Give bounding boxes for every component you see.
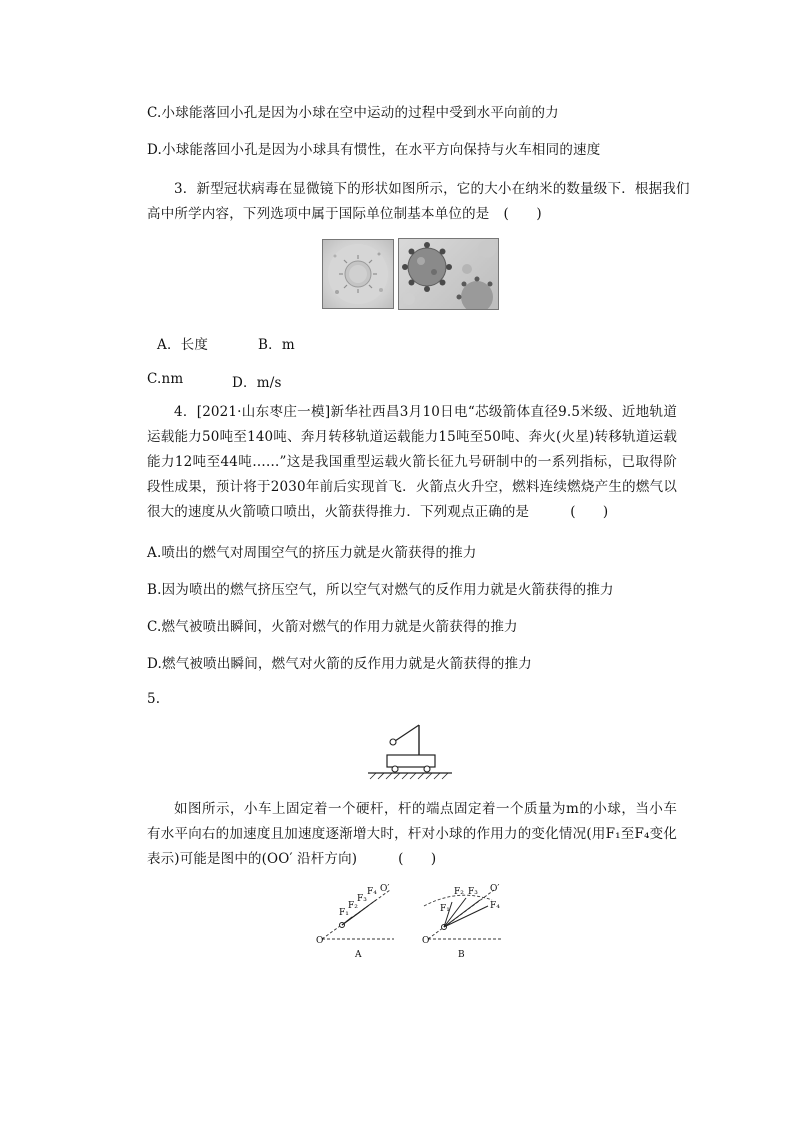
label-f2: F₂ [348,901,358,911]
label-o: O [422,936,430,946]
option-3a: A．长度 [157,337,209,353]
answer-blank: ( ) [570,504,609,520]
option-4b: B.因为喷出的燃气挤压空气，所以空气对燃气的反作用力就是火箭获得的推力 [147,582,614,598]
label-f1: F₁ [339,908,349,918]
question-5-stem [147,797,677,872]
question-5-text: 如图所示，小车上固定着一个硬杆，杆的端点固定着一个质量为m的小球，当小车有水平向右的加速度且加速度逐渐增大时，杆对小球的作用力的变化情况(用F₁至F₄变化表示)可能是图中的(OO′ 沿杆方向) [147,801,677,867]
microscope-image [322,239,394,309]
question-3-line2 [147,202,542,222]
option-2c: C.小球能落回小孔是因为小球在空中运动的过程中受到水平向前的力 [147,105,559,121]
question-3-stem-end: 高中所学内容，下列选项中属于国际单位制基本单位的是 [147,206,490,222]
option-2d: D.小球能落回小孔是因为小球具有惯性，在水平方向保持与火车相同的速度 [147,142,601,158]
label-o-prime: O′ [490,884,500,894]
label-o-prime: O′ [380,884,390,894]
question-3-line1: 3．新型冠状病毒在显微镜下的形状如图所示，它的大小在纳米的数量级下．根据我们 [174,181,690,197]
virus-render-image [398,238,499,310]
option-3c: C.nm [147,371,184,387]
caption-b: B [458,950,465,960]
label-f3: F₃ [468,887,478,897]
option-4d: D.燃气被喷出瞬间，燃气对火箭的反作用力就是火箭获得的推力 [147,656,532,672]
cart-rod-diagram [364,721,456,781]
answer-blank: ( ) [503,206,542,222]
label-f4: F₄ [367,887,377,897]
caption-a: A [355,950,362,960]
force-diagram-a [314,884,404,964]
answer-blank: ( ) [398,851,437,867]
option-3b: B．m [258,337,295,353]
question-4-text: 4．[2021·山东枣庄一模]新华社西昌3月10日电“芯级箭体直径9.5米级、近地轨道运载能力50吨至140吨、奔月转移轨道运载能力15吨至50吨、奔火(火星)转移轨道运载能力12吨至44吨……”这是我国重型运载火箭长征九号研制中的一系列指标，已取得阶段性成果，预计将于2030年前后实现首飞．火箭点火升空，燃料连续燃烧产生的燃气以很大的速度从火箭喷口喷出，火箭获得推力．下列观点正确的是 [147,404,677,520]
option-3d: D．m/s [232,375,282,391]
label-f1: F₁ [440,904,450,914]
question-4-stem [147,400,677,525]
option-4c: C.燃气被喷出瞬间，火箭对燃气的作用力就是火箭获得的推力 [147,619,518,635]
question-5-number: 5. [147,691,161,707]
label-f3: F₃ [357,894,367,904]
label-f4: F₄ [490,901,500,911]
force-diagram-b [418,884,510,964]
label-f2: F₂ [454,887,464,897]
label-o: O [316,936,324,946]
option-4a: A.喷出的燃气对周围空气的挤压力就是火箭获得的推力 [147,545,477,561]
